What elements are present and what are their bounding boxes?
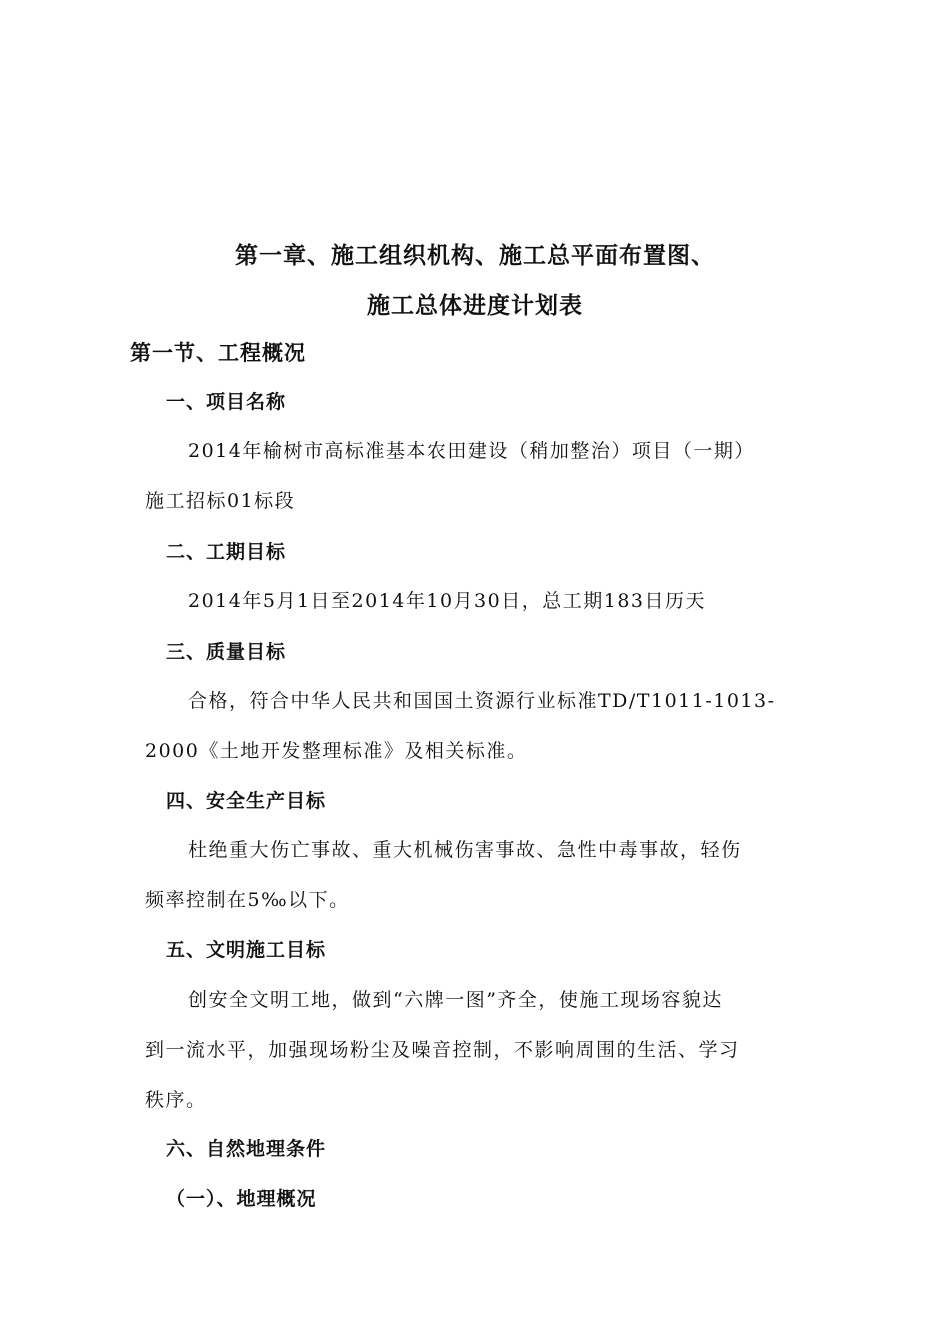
heading-natural-geography: 六、自然地理条件 [166,1138,327,1160]
heading-project-name: 一、项目名称 [166,391,287,413]
paragraph-line: 2014年5月1日至2014年10月30日，总工期183日历天 [188,590,707,612]
paragraph-line: 2014年榆树市高标准基本农田建设（稍加整治）项目（一期） [188,440,755,462]
chapter-title-line-2: 施工总体进度计划表 [367,293,583,319]
paragraph-line: 2000《土地开发整理标准》及相关标准。 [145,740,528,762]
chapter-title-line-1: 第一章、施工组织机构、施工总平面布置图、 [235,243,715,269]
heading-civilized-construction-goal: 五、文明施工目标 [166,939,327,961]
paragraph-line: 频率控制在5‰以下。 [145,889,350,911]
paragraph-line: 杜绝重大伤亡事故、重大机械伤害事故、急性中毒事故，轻伤 [188,839,742,861]
heading-schedule-goal: 二、工期目标 [166,541,287,563]
paragraph-line: 施工招标01标段 [145,490,296,512]
paragraph-line: 到一流水平，加强现场粉尘及噪音控制，不影响周围的生活、学习 [145,1039,740,1061]
paragraph-line: 秩序。 [145,1089,207,1111]
heading-quality-goal: 三、质量目标 [166,641,287,663]
subheading-geography-overview: （一）、地理概况 [166,1188,317,1210]
paragraph-line: 创安全文明工地，做到“六牌一图”齐全，使施工现场容貌达 [188,989,723,1011]
paragraph-line: 合格，符合中华人民共和国国土资源行业标准TD/T1011-1013- [188,690,776,712]
heading-safety-goal: 四、安全生产目标 [166,790,327,812]
section-title: 第一节、工程概况 [130,341,306,365]
